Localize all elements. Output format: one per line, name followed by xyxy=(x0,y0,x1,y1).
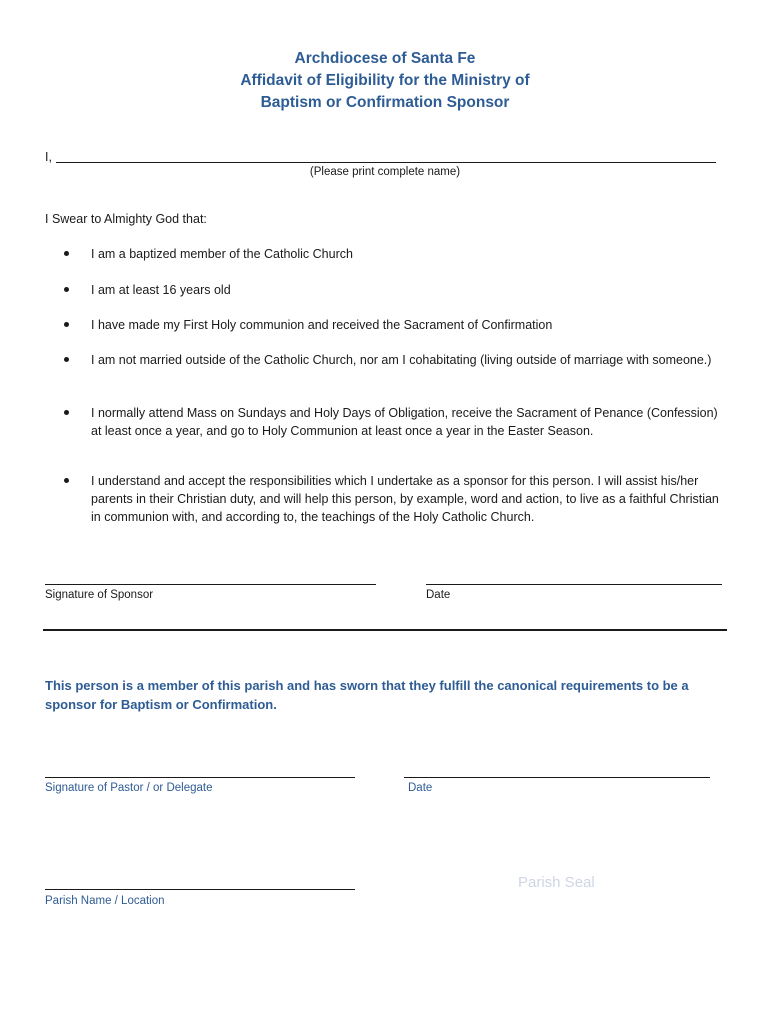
bullet-icon xyxy=(64,251,69,256)
sponsor-signature-line[interactable] xyxy=(45,584,376,585)
sponsor-signature-label: Signature of Sponsor xyxy=(45,589,154,601)
statement-text: I normally attend Mass on Sundays and Holy Days of Obligation, receive the Sacrament of Penance (Confession) at least once a year, and go to Holy Communion at least once a year in the Easter Season. xyxy=(91,406,718,438)
statement-text: I am a baptized member of the Catholic Church xyxy=(91,247,353,261)
oath-intro: I Swear to Almighty God that: xyxy=(45,212,207,226)
pastor-date-label: Date xyxy=(408,782,433,794)
parish-name-label: Parish Name / Location xyxy=(45,895,165,907)
statement-text: I am not married outside of the Catholic Church, nor am I cohabitating (living outside of marriage with someone.) xyxy=(91,353,712,367)
sponsor-date-line[interactable] xyxy=(426,584,722,585)
statement-text: I have made my First Holy communion and received the Sacrament of Confirmation xyxy=(91,318,553,332)
pastor-signature-label: Signature of Pastor / or Delegate xyxy=(45,782,213,794)
bullet-icon xyxy=(64,287,69,292)
parish-seal-placeholder: Parish Seal xyxy=(518,874,595,891)
statement-text: I understand and accept the responsibilities which I undertake as a sponsor for this person. I will assist his/her parents in their Christian duty, and will help this person, by example, word and action, to live as a faithful Christian in communion with, and according to, the teachings of the Holy Catholic Church. xyxy=(91,474,719,524)
sponsor-date-label: Date xyxy=(426,589,451,601)
parish-name-line[interactable] xyxy=(45,889,355,890)
title-affidavit: Affidavit of Eligibility for the Ministry of xyxy=(240,72,530,89)
name-prefix: I, xyxy=(45,150,52,164)
name-input-line[interactable] xyxy=(56,162,716,163)
statement-text: I am at least 16 years old xyxy=(91,283,231,297)
title-archdiocese: Archdiocese of Santa Fe xyxy=(294,50,476,67)
section-divider xyxy=(43,629,727,631)
title-sponsor: Baptism or Confirmation Sponsor xyxy=(260,94,510,111)
bullet-icon xyxy=(64,357,69,362)
bullet-icon xyxy=(64,478,69,483)
bullet-icon xyxy=(64,410,69,415)
name-caption: (Please print complete name) xyxy=(309,166,461,178)
parish-statement: This person is a member of this parish and has sworn that they fulfill the canonical requirements to be a sponsor for Baptism or Confirmation. xyxy=(45,678,689,712)
pastor-date-line[interactable] xyxy=(404,777,710,778)
pastor-signature-line[interactable] xyxy=(45,777,355,778)
bullet-icon xyxy=(64,322,69,327)
